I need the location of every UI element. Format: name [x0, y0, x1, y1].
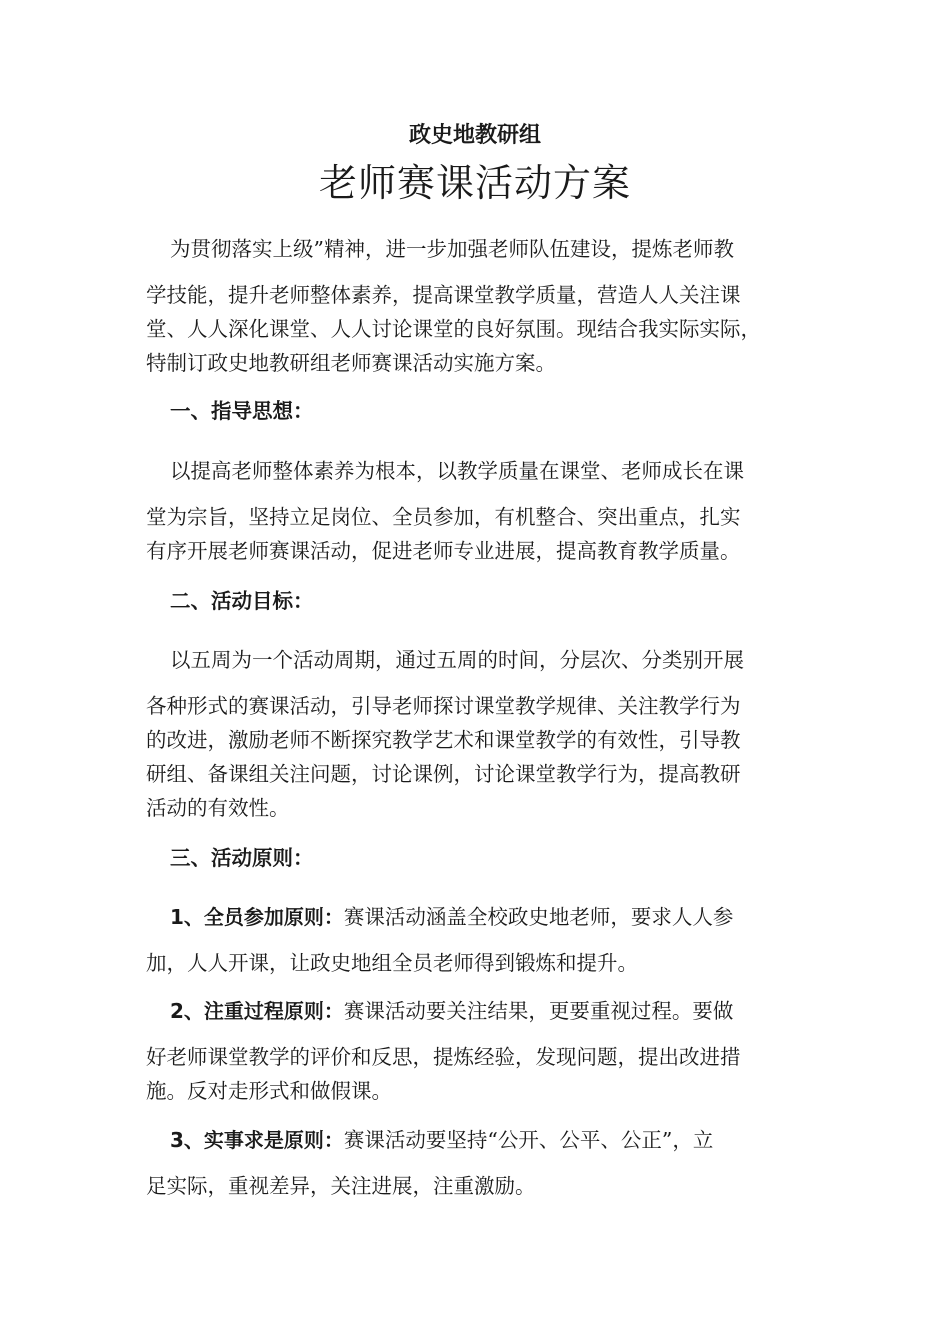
section2-line: 各种形式的赛课活动，引导老师探讨课堂教学规律、关注教学行为 — [146, 694, 741, 718]
principle-line — [146, 994, 806, 1028]
principle-lead: 3、实事求是原则： — [170, 1128, 344, 1152]
section1-line: 有序开展老师赛课活动，促进老师专业进展，提高教育教学质量。 — [146, 539, 741, 563]
section2-line: 活动的有效性。 — [146, 796, 290, 820]
section2-line: 以五周为一个活动周期，通过五周的时间，分层次、分类别开展 — [170, 648, 744, 672]
section-heading-activity-goals: 二、活动目标： — [170, 589, 314, 613]
section2-line: 的改进，激励老师不断探究教学艺术和课堂教学的有效性，引导教 — [146, 728, 741, 752]
section1-paragraph — [146, 454, 806, 568]
section1-line: 以提高老师整体素养为根本，以教学质量在课堂、老师成长在课 — [170, 459, 744, 483]
principle-text: 赛课活动要关注结果，更要重视过程。要做 — [343, 999, 734, 1023]
section2-line: 研组、备课组关注问题，讨论课例，讨论课堂教学行为，提高教研 — [146, 762, 741, 786]
principle-text: 赛课活动涵盖全校政史地老师，要求人人参 — [343, 905, 734, 929]
section1-line: 堂为宗旨，坚持立足岗位、全员参加，有机整合、突出重点，扎实 — [146, 505, 741, 529]
section2-paragraph — [146, 643, 806, 825]
principle-2 — [146, 994, 806, 1108]
intro-line: 为贯彻落实上级”精神，进一步加强老师队伍建设，提炼老师教 — [170, 237, 734, 261]
principle-1 — [146, 900, 806, 980]
principle-line — [146, 900, 806, 934]
document-title: 老师赛课活动方案 — [318, 161, 631, 205]
principle-line: 好老师课堂教学的评价和反思，提炼经验，发现问题，提出改进措 — [146, 1045, 741, 1069]
principle-line — [146, 1123, 806, 1157]
principle-line: 加，人人开课，让政史地组全员老师得到锻炼和提升。 — [146, 951, 638, 975]
intro-paragraph — [146, 232, 806, 380]
principle-line: 足实际，重视差异，关注进展，注重激励。 — [146, 1174, 536, 1198]
principle-3 — [146, 1123, 806, 1203]
section-heading-guiding-ideology: 一、指导思想： — [170, 399, 314, 423]
principle-line: 施。反对走形式和做假课。 — [146, 1079, 392, 1103]
document-subtitle: 政史地教研组 — [408, 122, 541, 148]
intro-line: 学技能，提升老师整体素养，提高课堂教学质量，营造人人关注课 — [146, 283, 741, 307]
section-heading-activity-principles: 三、活动原则： — [170, 846, 314, 870]
intro-line: 堂、人人深化课堂、人人讨论课堂的良好氛围。现结合我实际实际， — [146, 317, 761, 341]
principle-text: 赛课活动要坚持“公开、公平、公正”，立 — [343, 1128, 714, 1152]
intro-line: 特制订政史地教研组老师赛课活动实施方案。 — [146, 351, 556, 375]
principle-lead: 1、全员参加原则： — [170, 905, 344, 929]
principle-lead: 2、注重过程原则： — [170, 999, 344, 1023]
